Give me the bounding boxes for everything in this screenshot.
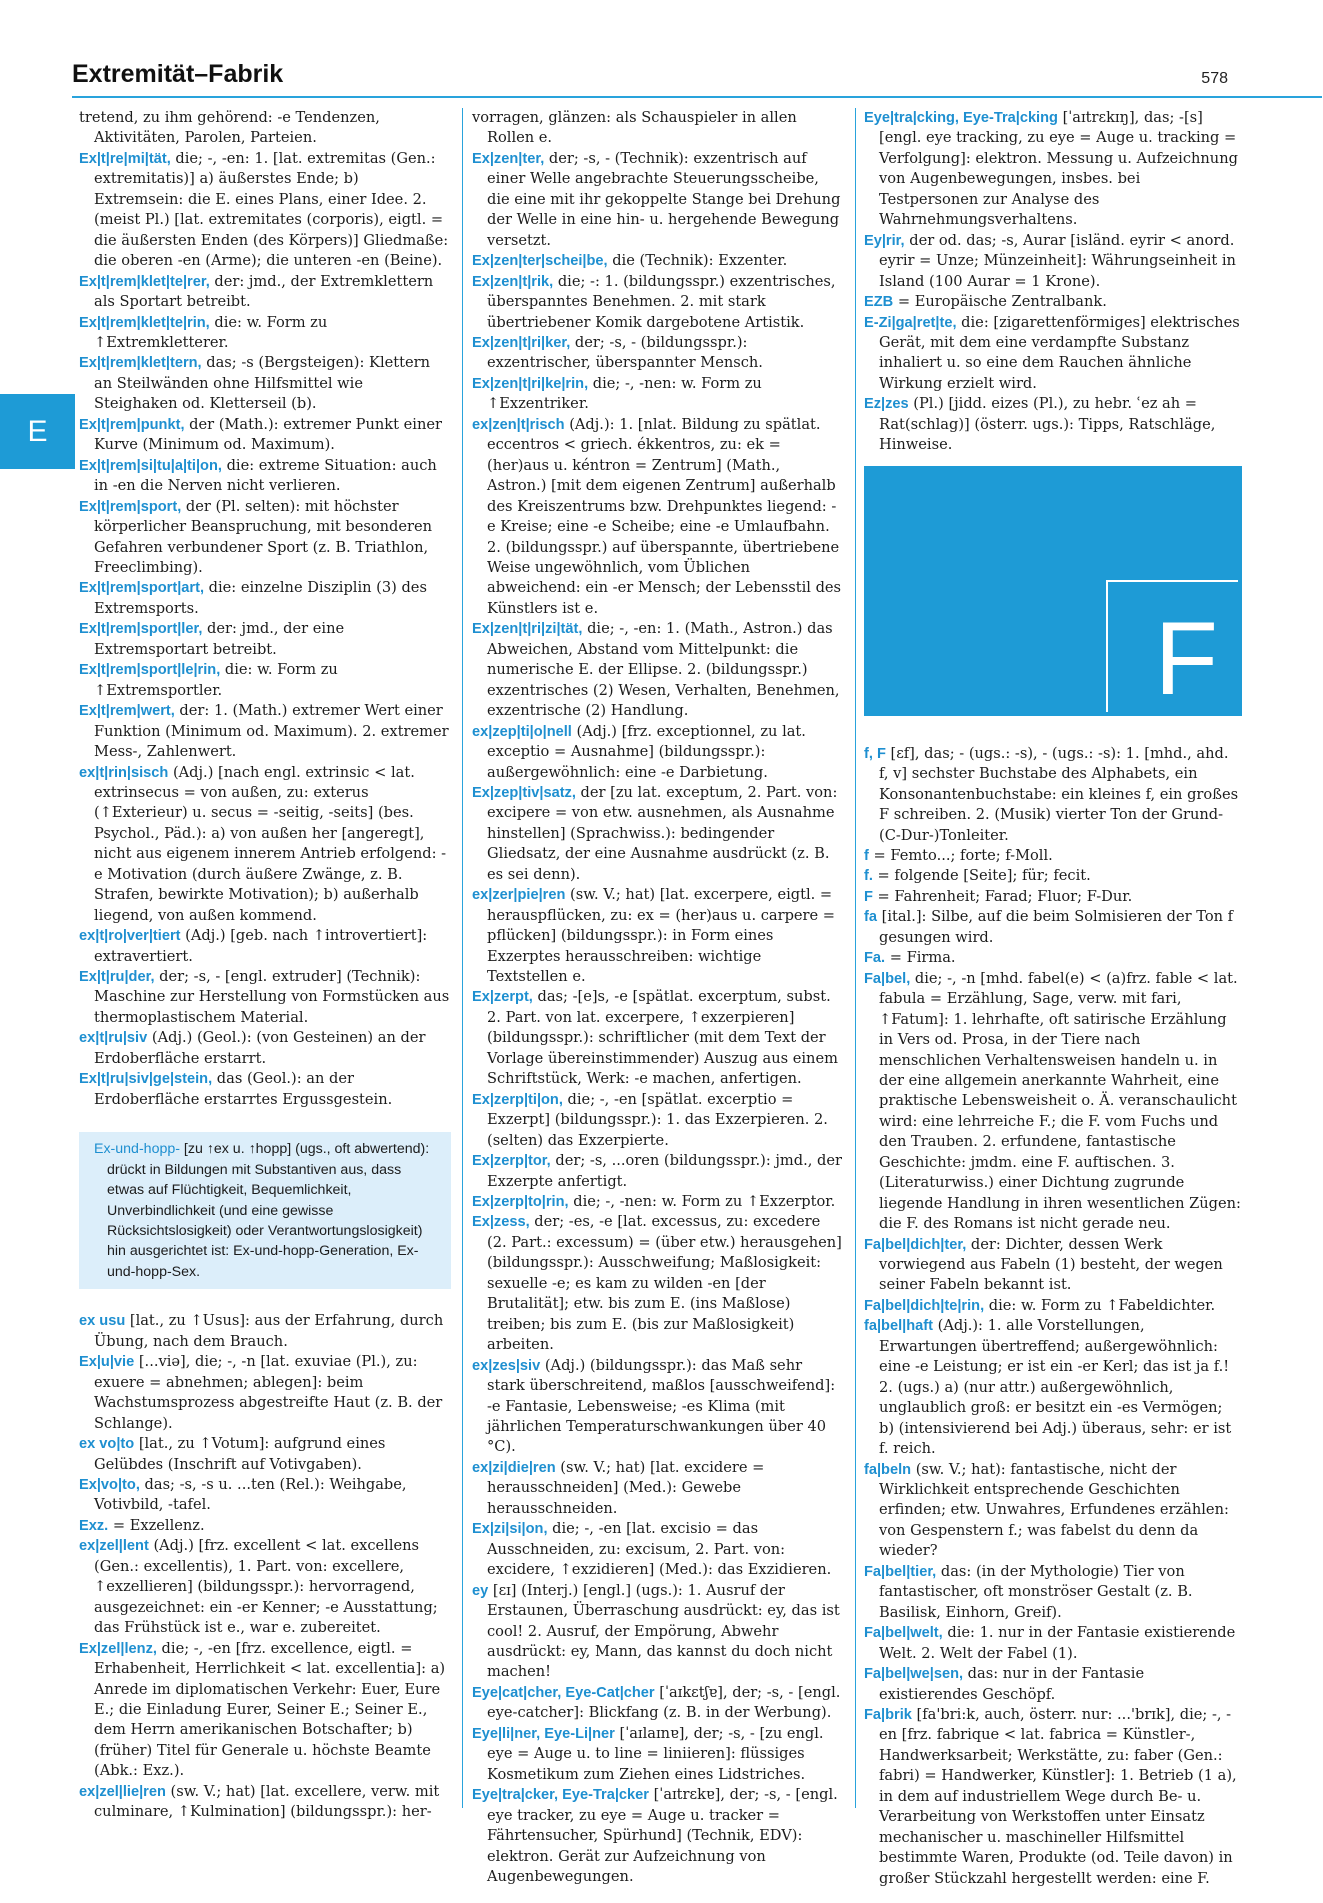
column-3	[864, 108, 1242, 1889]
definition: der: jmd., der Extremklettern als Sportart betreibt.	[94, 272, 434, 311]
letter-section-block	[864, 466, 1242, 716]
headword: ex|zen|t|risch	[472, 416, 565, 433]
definition: = folgende [Seite]; für; fecit.	[872, 867, 1091, 885]
definition: der: Dichter, dessen Werk vorwiegend aus Fabeln (1) besteht, der wegen seiner Fabeln bekannt ist.	[879, 1235, 1223, 1294]
column-divider	[855, 108, 856, 1808]
definition: = Fahrenheit; Farad; Fluor; F-Dur.	[872, 887, 1133, 905]
dictionary-entry	[472, 251, 844, 271]
dictionary-entry	[472, 1785, 844, 1887]
definition: der; -s, - (bildungsspr.): exzentrischer, überspannter Mensch.	[487, 333, 763, 372]
definition: die: w. Form zu ↑Fabeldichter.	[984, 1296, 1216, 1314]
definition: (Adj.): 1. alle Vorstellungen, Erwartungen übertreffend; außergewöhnlich: eine -e Leistung; er ist ein -er Kerl; das ist ja f.! 2. (ugs.) a) (nur attr.) außergewöhnlich, unglaublich groß: er besitzt ein -es Vermögen; b) (intensivierend bei Adj.) überaus, sehr: er ist f. reich.	[879, 1317, 1232, 1458]
definition: (sw. V.; hat) [lat. excellere, verw. mit culminare, ↑Kulmination] (bildungsspr.): her-	[94, 1782, 440, 1821]
headword: Ex|t|rem|sport|le|rin,	[79, 662, 221, 679]
headword: Ez|zes	[864, 396, 909, 413]
headword: Ex|t|ru|der,	[79, 969, 155, 986]
dictionary-entry	[79, 619, 451, 660]
dictionary-entry	[864, 948, 1242, 968]
headword: ex|zer|pie|ren	[472, 887, 566, 904]
definition: [ˈaɪlaɪnɐ], der; -s, - [zu engl. eye = Auge u. to line = liniieren]: flüssiges Kosmetikum zum Ziehen eines Lidstriches.	[487, 1724, 824, 1783]
headword: fa|beln	[864, 1461, 912, 1478]
headword: Ey|rir,	[864, 232, 905, 249]
definition: [lat., zu ↑Usus]: aus der Erfahrung, durch Übung, nach dem Brauch.	[94, 1312, 444, 1350]
definition: der: 1. (Math.) extremer Wert einer Funktion (Minimum od. Maximum). 2. extremer Mess-, Zahlenwert.	[94, 702, 449, 761]
headword: Eye|tra|cking, Eye-Tra|cking	[864, 110, 1058, 126]
definition: die; -, -en: 1. (Math., Astron.) das Abweichen, Abstand vom Mittelpunkt: die numerische E. der Ellipse. 2. (bildungsspr.) exzentrisches (2) Wesen, Verhalten, Benehmen, exzentrische (2) Handlung.	[487, 620, 840, 720]
dictionary-entry	[864, 231, 1242, 292]
headword: Fa|brik	[864, 1707, 912, 1723]
headword: ex|zes|siv	[472, 1357, 541, 1374]
headword: Fa|bel,	[864, 970, 911, 987]
dictionary-entry	[864, 846, 1242, 866]
dictionary-entry	[472, 1090, 844, 1151]
definition: der [zu lat. exceptum, 2. Part. von: excipere = von etw. ausnehmen, als Ausnahme hinstellen] (Sprachwiss.): bedingender Gliedsatz, der eine Ausnahme ausdrückt (z. B. es sei denn).	[487, 783, 838, 883]
headword: Fa|bel|dich|te|rin,	[864, 1297, 985, 1314]
headword: Ex|t|rem|klet|tern,	[79, 355, 202, 372]
dictionary-entry	[472, 149, 844, 251]
dictionary-entry	[472, 1192, 844, 1212]
definition: der; -es, -e [lat. excessus, zu: excedere (2. Part.: excessum) = (über etw.) herausgehen] (bildungsspr.): Ausschweifung; Maßlosigkeit: sexuelle -e; es kam zu wilden -en [der Brutalität]; etw. bis zum E. (ins Maßlose) treiben; bis zum E. (bis zur Maßlosigkeit) arbeiten.	[487, 1213, 842, 1354]
dictionary-entry	[472, 1519, 844, 1580]
dictionary-entry	[79, 926, 451, 967]
column-divider	[462, 108, 463, 1808]
definition: [fa'bri:k, auch, österr. nur: ...'brɪk], die; -, -en [frz. fabrique < lat. fabrica = Künstler-, Handwerksarbeit; Werkstätte, zu: faber (Gen.: fabri) = Handwerker, Künstler]: 1. Betrieb (1 a), in dem auf industriellem Wege durch Be- u. Verarbeitung von Werkstoffen unter Einsatz mechanischer u. maschineller Hilfsmittel bestimmte Waren, Produkte (od. Teile davon) in großer Stückzahl hergestellt werden: eine F.	[879, 1706, 1237, 1887]
definition: [zu ↑ex u. ↑hopp] (ugs., oft abwertend): drückt in Bildungen mit Substantiven aus, dass etwas auf Flüchtigkeit, Bequemlichkeit, Unverbindlichkeit (und eine gewisse Rücksichtslosigkeit) oder Verantwortungslosigkeit) hin ausgerichtet ist: Ex-und-hopp-Generation, Ex-und-hopp-Sex.	[107, 1141, 430, 1280]
definition: der (Math.): extremer Punkt einer Kurve (Minimum od. Maximum).	[94, 415, 442, 454]
dictionary-entry	[79, 456, 451, 497]
definition: = Europäische Zentralbank.	[893, 293, 1107, 311]
dictionary-entry	[864, 313, 1242, 395]
headword: Ex|zi|si|on,	[472, 1521, 548, 1538]
headword: Ex|zel|lenz,	[79, 1640, 157, 1657]
dictionary-entry	[864, 1235, 1242, 1296]
definition: tretend, zu ihm gehörend: -e Tendenzen, Aktivitäten, Parolen, Parteien.	[79, 109, 380, 147]
headword: ex|zel|lent	[79, 1538, 149, 1555]
dictionary-entry	[864, 1316, 1242, 1459]
headword: Eye|cat|cher, Eye-Cat|cher	[472, 1684, 655, 1701]
definition: = Exzellenz.	[108, 1516, 205, 1534]
dictionary-entry	[472, 722, 844, 783]
definition: [ˈaɪkɛtʃɐ], der; -s, - [engl. eye-catcher]: Blickfang (z. B. in der Werbung).	[487, 1683, 841, 1722]
headword: ey	[472, 1582, 489, 1599]
headword: Fa|bel|tier,	[864, 1563, 937, 1580]
definition: die; -, -en [lat. excisio = das Ausschneiden, zu: excisum, 2. Part. von: excidere, ↑exzidieren] (Med.): das Exzidieren.	[487, 1520, 832, 1579]
definition: die; -, -en [frz. excellence, eigtl. = Erhabenheit, Herrlichkeit < lat. excellentia]: a) Anrede im diplomatischen Verkehr: Euer, Eure E.; die Einladung Eurer, Seiner E.; Seiner E., dem Herrn amerikanischen Botschafter; b) (früher) Titel für Generale u. höchste Beamte (Abk.: Exz.).	[94, 1639, 446, 1780]
dictionary-entry	[864, 866, 1242, 886]
headword: F	[864, 888, 873, 905]
headword: Ex|zess,	[472, 1214, 530, 1231]
headword: Fa.	[864, 950, 886, 967]
definition: die; -, -nen: w. Form zu ↑Exzentriker.	[487, 374, 762, 413]
dictionary-entry	[79, 1028, 451, 1069]
dictionary-entry	[79, 108, 451, 149]
dictionary-entry	[472, 1151, 844, 1192]
definition: der; -s, - [engl. extruder] (Technik): Maschine zur Herstellung von Formstücken aus thermoplastischem Material.	[94, 968, 450, 1026]
headword: Ex|zen|t|rik,	[472, 273, 554, 290]
dictionary-entry	[472, 108, 844, 149]
dictionary-entry	[79, 415, 451, 456]
definition: der: jmd., der eine Extremsportart betreibt.	[94, 620, 345, 658]
dictionary-entry	[79, 967, 451, 1028]
definition: [ɛf], das; - (ugs.: -s), - (ugs.: -s): 1. [mhd., ahd. f, v] sechster Buchstabe des Alphabets, ein Konsonantenbuchstabe: ein kleines f, ein großes F schreiben. 2. (Musik) vierter Ton der Grund-(C-Dur-)Tonleiter.	[879, 744, 1239, 844]
definition: (Adj.) [frz. exceptionnel, zu lat. exceptio = Ausnahme] (bildungsspr.): außergewöhnlich: eine -e Darbietung.	[487, 722, 806, 781]
dictionary-entry	[864, 1296, 1242, 1316]
definition: das (Geol.): an der Erdoberfläche erstarrtes Ergussgestein.	[94, 1070, 393, 1108]
definition: die: w. Form zu ↑Extremsportler.	[94, 661, 338, 699]
page-title: Extremität–Fabrik	[72, 60, 284, 88]
headword: ex|t|ro|ver|tiert	[79, 928, 181, 945]
definition: die: w. Form zu ↑Extremkletterer.	[94, 313, 328, 351]
dictionary-entry	[864, 394, 1242, 455]
column-2	[472, 108, 844, 1887]
dictionary-entry	[79, 149, 451, 272]
dictionary-entry	[79, 1434, 451, 1475]
headword: ex|zel|lie|ren	[79, 1783, 166, 1800]
dictionary-entry	[79, 497, 451, 579]
headword: Ex|zerpt,	[472, 989, 533, 1006]
headword: Ex|t|rem|sport|art,	[79, 580, 205, 597]
headword: Ex|u|vie	[79, 1354, 135, 1371]
definition: (Pl.) [jidd. eizes (Pl.), zu hebr. ʿez ah = Rat(schlag)] (österr. ugs.): Tipps, Ratschläge, Hinweise.	[879, 395, 1216, 454]
definition: die: [zigarettenförmiges] elektrisches Gerät, mit dem eine verdampfte Substanz inhaliert u. so eine dem Rauchen ähnliche Wirkung erzielt wird.	[879, 313, 1240, 392]
definition: [ˈaɪtrɛkɪŋ], das; -[s] [engl. eye tracking, zu eye = Auge u. tracking = Verfolgung]: elektron. Messung u. Aufzeichnung von Augenbewegungen, insbes. bei Testpersonen zur Analyse des Wahrnehmungsverhaltens.	[879, 109, 1238, 229]
definition: [...viə], die; -, -n [lat. exuviae (Pl.), zu: exuere = abnehmen; ablegen]: beim Wachstumsprozess abgestreifte Haut (z. B. der Schlange).	[94, 1353, 443, 1432]
headword: Fa|bel|we|sen,	[864, 1666, 964, 1683]
dictionary-entry	[79, 660, 451, 701]
dictionary-entry	[79, 578, 451, 619]
definition: (sw. V.; hat) [lat. excerpere, eigtl. = herauspflücken, zu: ex = (her)aus u. carpere = pflücken] (bildungsspr.): in Form eines Exzerptes herausschreiben: wichtige Textstellen e.	[487, 886, 836, 986]
headword: f.	[864, 868, 873, 885]
dictionary-entry	[79, 1516, 451, 1536]
headword: Ex|t|rem|punkt,	[79, 416, 185, 433]
definition: [lat., zu ↑Votum]: aufgrund eines Gelübdes (Inschrift auf Votivgaben).	[94, 1435, 386, 1473]
headword: Ex|zerp|to|rin,	[472, 1194, 569, 1211]
headword: Ex|zerp|tor,	[472, 1153, 551, 1170]
definition: [ital.]: Silbe, auf die beim Solmisieren der Ton f gesungen wird.	[876, 908, 1234, 946]
definition: die; -, -nen: w. Form zu ↑Exzerptor.	[568, 1193, 836, 1211]
headword: Ex|t|rem|si|tu|a|ti|on,	[79, 457, 222, 474]
dictionary-entry	[864, 744, 1242, 846]
headword: ex|zi|die|ren	[472, 1459, 556, 1476]
dictionary-entry	[864, 907, 1242, 948]
dictionary-entry	[864, 108, 1242, 231]
definition: [ɛɪ] (Interj.) [engl.] (ugs.): 1. Ausruf der Erstaunen, Überraschung ausdrückt: ey, das ist cool! 2. Ausruf, der Empörung, Abwehr ausdrückt: ey, Mann, das kannst du doch nicht machen!	[487, 1581, 840, 1681]
headword: Ex|t|ru|siv|ge|stein,	[79, 1071, 213, 1088]
headword: Ex|zen|t|ri|ke|rin,	[472, 375, 589, 392]
dictionary-entry	[79, 1639, 451, 1782]
dictionary-entry	[79, 1352, 451, 1434]
dictionary-entry	[472, 415, 844, 620]
headword: Ex|zerp|ti|on,	[472, 1091, 563, 1108]
headword: Ex|zen|t|ri|zi|tät,	[472, 621, 583, 638]
definition: = Firma.	[885, 949, 956, 967]
headword: f	[864, 847, 869, 864]
page-number: 578	[1201, 70, 1228, 87]
dictionary-entry	[472, 1212, 844, 1355]
headword: ex|t|rin|sisch	[79, 764, 169, 781]
dictionary-entry	[79, 763, 451, 927]
definition: (Adj.) [frz. excellent < lat. excellens (Gen.: excellentis), 1. Part. von: excellere, ↑exzellieren] (bildungsspr.): hervorragend, ausgezeichnet: ein -er Kenner; -e Ausstattung; das Frühstück ist e., war e. zubereitet.	[94, 1537, 438, 1637]
headword: Ex|zep|tiv|satz,	[472, 784, 576, 801]
dictionary-entry	[864, 1705, 1242, 1889]
definition: das; -s (Bergsteigen): Klettern an Steilwänden ohne Hilfsmittel wie Steighaken od. Kletterseil (b).	[94, 354, 430, 413]
dictionary-entry	[472, 1458, 844, 1519]
dictionary-entry	[472, 1581, 844, 1683]
dictionary-entry	[472, 1683, 844, 1724]
definition: die: einzelne Disziplin (3) des Extremsports.	[94, 579, 427, 617]
definition: das: nur in der Fantasie existierendes Geschöpf.	[879, 1665, 1145, 1703]
header-rule	[72, 96, 1322, 98]
definition: (Adj.) (Geol.): (von Gesteinen) an der Erdoberfläche erstarrt.	[94, 1029, 426, 1067]
dictionary-entry	[79, 1475, 451, 1516]
definition: (Adj.) [geb. nach ↑introvertiert]: extravertiert.	[94, 927, 428, 965]
headword: ex usu	[79, 1313, 126, 1330]
headword: Eye|li|ner, Eye-Li|ner	[472, 1725, 615, 1742]
definition: die; -: 1. (bildungsspr.) exzentrisches, überspanntes Benehmen. 2. mit stark übertriebener Komik dargebotene Artistik.	[487, 272, 836, 331]
definition: die; -, -en: 1. [lat. extremitas (Gen.: extremitatis)] a) äußerstes Ende; b) Extremsein: die E. eines Plans, einer Idee. 2. (meist Pl.) [lat. extremitates (corporis), eigtl. = die äußersten Enden (des Körpers)] Gliedmaße: die oberen -en (Arme); die unteren -en (Beine).	[94, 149, 449, 270]
headword: Ex|zen|t|ri|ker,	[472, 334, 571, 351]
headword: Ex|t|rem|sport|ler,	[79, 621, 203, 638]
dictionary-entry	[472, 885, 844, 987]
headword: Fa|bel|dich|ter,	[864, 1236, 967, 1253]
dictionary-entry	[472, 272, 844, 333]
dictionary-entry	[79, 1782, 451, 1823]
definition: die; -, -en [spätlat. excerptio = Exzerpt] (bildungsspr.): 1. das Exzerpieren. 2. (selten) das Exzerpierte.	[487, 1090, 828, 1149]
headword: Eye|tra|cker, Eye-Tra|cker	[472, 1787, 649, 1804]
dictionary-entry	[79, 1536, 451, 1638]
headword: Ex|zen|ter|schei|be,	[472, 253, 608, 270]
dictionary-entry	[864, 1460, 1242, 1562]
headword: f, F	[864, 745, 886, 762]
definition: (Adj.) [nach engl. extrinsic < lat. extrinsecus = von außen, zu: exterus (↑Exterieur) u. secus = -seitig, -seits] (bes. Psychol., Päd.): a) von außen her [angeregt], nicht aus eigenem innerem Antrieb erfolgend: -e Motivation (durch äußere Zwänge, z. B. Strafen, bewirkte Motivation); b) außerhalb liegend, von außen kommend.	[94, 763, 447, 924]
headword: Ex|vo|to,	[79, 1477, 140, 1493]
dictionary-entry	[472, 1724, 844, 1785]
headword: ex vo|to	[79, 1436, 135, 1453]
definition: das; -[e]s, -e [spätlat. excerptum, subst. 2. Part. von lat. excerpere, ↑exzerpieren] (bildungsspr.): schriftlicher (mit dem Text der Vorlage übereinstimmender) Auszug aus einem Schriftstück, Werk: -e machen, anfertigen.	[487, 988, 838, 1088]
dictionary-entry	[472, 619, 844, 721]
headword: Ex|t|rem|sport,	[79, 498, 182, 515]
headword: Fa|bel|welt,	[864, 1625, 943, 1642]
headword: ex|zep|ti|o|nell	[472, 723, 572, 740]
headword: ex|t|ru|siv	[79, 1030, 148, 1047]
definition: das: (in der Mythologie) Tier von fantastischer, oft monströser Gestalt (z. B. Basilisk, Einhorn, Greif).	[879, 1562, 1193, 1621]
definition: die (Technik): Exzenter.	[607, 252, 788, 270]
dictionary-entry	[79, 272, 451, 313]
definition: [ˈaɪtrɛkɐ], der; -s, - [engl. eye tracker, zu eye = Auge u. tracker = Fährtensucher, Spürhund] (Technik, EDV): elektron. Gerät zur Aufzeichnung von Augenbewegungen.	[487, 1786, 838, 1885]
dictionary-entry	[79, 1069, 451, 1110]
headword: Ex|t|rem|klet|te|rer,	[79, 273, 210, 290]
dictionary-entry	[472, 987, 844, 1089]
dictionary-entry	[864, 969, 1242, 1235]
definition: = Femto...; forte; f-Moll.	[868, 846, 1053, 864]
column-1	[79, 108, 451, 1823]
definition: die; -, -n [mhd. fabel(e) < (a)frz. fable < lat. fabula = Erzählung, Sage, verw. mit fari, ↑Fatum]: 1. lehrhafte, oft satirische Erzählung in Vers od. Prosa, in der Tiere nach menschlichen Verhaltensweisen handeln u. in der eine allgemein anerkannte Wahrheit, eine praktische Lebensweisheit o. Ä. veranschaulicht wird: eine lehrreiche F.; die F. vom Fuchs und den Trauben. 2. erfundene, fantastische Geschichte: jmdm. eine F. auftischen. 3. (Literaturwiss.) einer Dichtung zugrunde liegende Handlung in ihren wesentlichen Zügen: die F. des Romans ist nicht gerade neu.	[879, 969, 1241, 1233]
definition: der; -s, ...oren (bildungsspr.): jmd., der Exzerpte anfertigt.	[487, 1152, 842, 1190]
definition: der; -s, - (Technik): exzentrisch auf einer Welle angebrachte Steuerungsscheibe, die eine mit ihr gekoppelte Stange bei Drehung der Welle in eine hin- u. hergehende Bewegung versetzt.	[487, 149, 841, 249]
dictionary-entry	[864, 292, 1242, 312]
headword: fa|bel|haft	[864, 1318, 933, 1335]
dictionary-entry	[472, 333, 844, 374]
headword: fa	[864, 909, 877, 926]
headword: Exz.	[79, 1517, 109, 1534]
thumb-index-tab[interactable]: E	[0, 394, 75, 469]
definition: die: 1. nur in der Fantasie existierende Welt. 2. Welt der Fabel (1).	[879, 1624, 1236, 1662]
definition: die: extreme Situation: auch in -en die Nerven nicht verlieren.	[94, 456, 437, 495]
headword: Ex|zen|ter,	[472, 150, 545, 167]
dictionary-entry	[79, 353, 451, 414]
definition: der od. das; -s, Aurar [isländ. eyrir < anord. eyrir = Unze; Münzeinheit]: Währungseinheit in Island (100 Aurar = 1 Krone).	[879, 231, 1236, 290]
dictionary-entry	[472, 783, 844, 885]
headword: Ex|t|rem|wert,	[79, 703, 175, 720]
definition: (sw. V.; hat) [lat. excidere = herausschneiden] (Med.): Gewebe herausschneiden.	[487, 1458, 765, 1517]
dictionary-entry	[864, 1562, 1242, 1623]
definition: das; -s, -s u. ...ten (Rel.): Weihgabe, Votivbild, -tafel.	[94, 1476, 407, 1514]
dictionary-entry	[864, 1664, 1242, 1705]
dictionary-entry	[864, 887, 1242, 907]
headword: Ex|t|re|mi|tät,	[79, 150, 171, 167]
headword: EZB	[864, 294, 894, 311]
headword: E-Zi|ga|ret|te,	[864, 314, 957, 331]
headword: Ex|t|rem|klet|te|rin,	[79, 314, 210, 331]
dictionary-entry	[864, 1623, 1242, 1664]
definition: der (Pl. selten): mit höchster körperlicher Beanspruchung, mit besonderen Gefahren verbundener Sport (z. B. Triathlon, Freeclimbing).	[94, 497, 433, 576]
dictionary-entry	[472, 374, 844, 415]
headword: Ex-und-hopp-	[94, 1141, 180, 1158]
definition: vorragen, glänzen: als Schauspieler in allen Rollen e.	[472, 109, 797, 147]
definition: (Adj.): 1. [nlat. Bildung zu spätlat. eccentros < griech. ékkentros, zu: ek = (her)aus u. kéntron = Zentrum] (Math., Astron.) [mit dem eigenen Zentrum] außerhalb des Kreiszentrums bzw. Drehpunktes liegend: -e Kreise; eine -e Scheibe; eine -e Umlaufbahn. 2. (bildungsspr.) auf überspannte, übertriebene Weise ungewöhnlich, vom Üblichen abweichend: ein -er Mensch; der Lebensstil des Künstlers ist e.	[487, 415, 842, 617]
definition: (Adj.) (bildungsspr.): das Maß sehr stark überschreitend, maßlos [ausschweifend]: -e Fantasie, Lebensweise; -es Klima (mit jährlichen Temperaturschwankungen über 40 °C).	[487, 1356, 836, 1456]
dictionary-entry	[79, 1311, 451, 1352]
dictionary-entry	[472, 1356, 844, 1458]
section-letter: F	[1154, 600, 1218, 717]
dictionary-entry	[79, 701, 451, 762]
definition: (sw. V.; hat): fantastische, nicht der Wirklichkeit entsprechende Geschichten erfinden; etw. Unwahres, Erfundenes erzählen: von Gespenstern f.; was fabelst du denn da wieder?	[879, 1460, 1229, 1560]
dictionary-entry	[79, 313, 451, 354]
info-box	[79, 1132, 451, 1289]
